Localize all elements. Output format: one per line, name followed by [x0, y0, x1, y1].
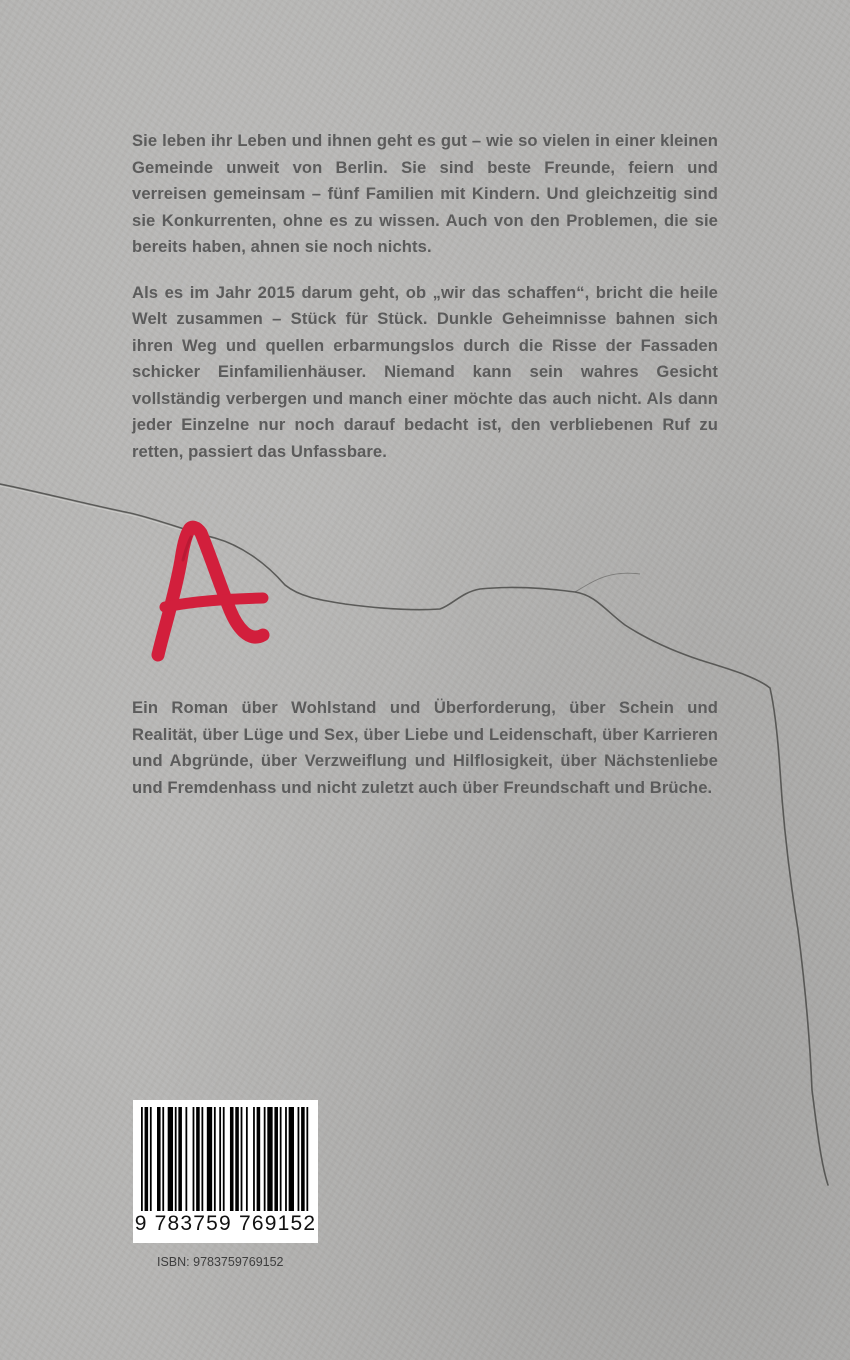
barcode: [133, 1100, 318, 1243]
blurb-paragraph-1: Sie leben ihr Leben und ihnen geht es gut – wie so vielen in einer kleinen Gemeinde unweit von Berlin. Sie sind beste Freunde, feiern und verreisen gemeinsam – fünf Familien mit Kindern. Und gleichzeitig sind sie Konkurrenten, ohne es zu wissen. Auch von den Problemen, die sie bereits haben, ahnen sie noch nichts.: [132, 131, 718, 256]
barcode-bar: [201, 1107, 203, 1211]
barcode-bar: [264, 1107, 266, 1211]
isbn-label: ISBN: 9783759769152: [157, 1255, 284, 1269]
barcode-bar: [150, 1107, 152, 1211]
blurb-paragraph-2: Als es im Jahr 2015 darum geht, ob „wir das schaffen“, bricht die heile Welt zusammen – Stück für Stück. Dunkle Geheimnisse bahnen sich ihren Weg und quellen erbarmungslos durch die Risse der Fassaden schicker Einfamilienhäuser. Niemand kann sein wahres Gesicht vollständig verbergen und manch einer möchte das auch nicht. Als dann jeder Einzelne nur noch darauf bedacht ist, den verbliebenen Ruf zu retten, passiert das Unfassbare.: [132, 282, 718, 461]
barcode-bar: [235, 1107, 239, 1211]
barcode-bar: [168, 1107, 173, 1211]
blurb-paragraph-3: Ein Roman über Wohlstand und Überforderung, über Schein und Realität, über Lüge und Sex, über Liebe und Leidenschaft, über Karrieren und Abgründe, über Verzweiflung und Hilflosigkeit, über Nächstenliebe und Fremdenhass und nicht zuletzt auch über Freundschaft und Brüche.: [132, 698, 718, 797]
barcode-bar: [193, 1107, 195, 1211]
barcode-bar: [219, 1107, 221, 1211]
barcode-bar: [289, 1107, 294, 1211]
barcode-bar: [230, 1107, 234, 1211]
barcode-bar: [178, 1107, 182, 1211]
barcode-bar: [257, 1107, 261, 1211]
barcode-bar: [141, 1107, 143, 1211]
barcode-bar: [196, 1107, 200, 1211]
graffiti-letter-a: [145, 515, 275, 665]
barcode-bar: [267, 1107, 272, 1211]
barcode-digits: 9 783759 769152: [134, 1212, 317, 1235]
barcode-bar: [157, 1107, 161, 1211]
barcode-bar: [145, 1107, 149, 1211]
barcode-bar: [306, 1107, 308, 1211]
barcode-bars: [141, 1107, 310, 1211]
barcode-bar: [241, 1107, 243, 1211]
barcode-bar: [175, 1107, 177, 1211]
barcode-bar: [285, 1107, 287, 1211]
barcode-bar: [207, 1107, 212, 1211]
barcode-bar: [280, 1107, 282, 1211]
barcode-bar: [214, 1107, 216, 1211]
barcode-bar: [246, 1107, 248, 1211]
barcode-bar: [162, 1107, 164, 1211]
blurb-bottom: [132, 695, 718, 820]
barcode-bar: [301, 1107, 305, 1211]
barcode-bar: [298, 1107, 300, 1211]
barcode-bar: [253, 1107, 255, 1211]
barcode-bar: [223, 1107, 225, 1211]
barcode-bar: [185, 1107, 187, 1211]
blurb-top: [132, 128, 718, 484]
barcode-bar: [274, 1107, 278, 1211]
